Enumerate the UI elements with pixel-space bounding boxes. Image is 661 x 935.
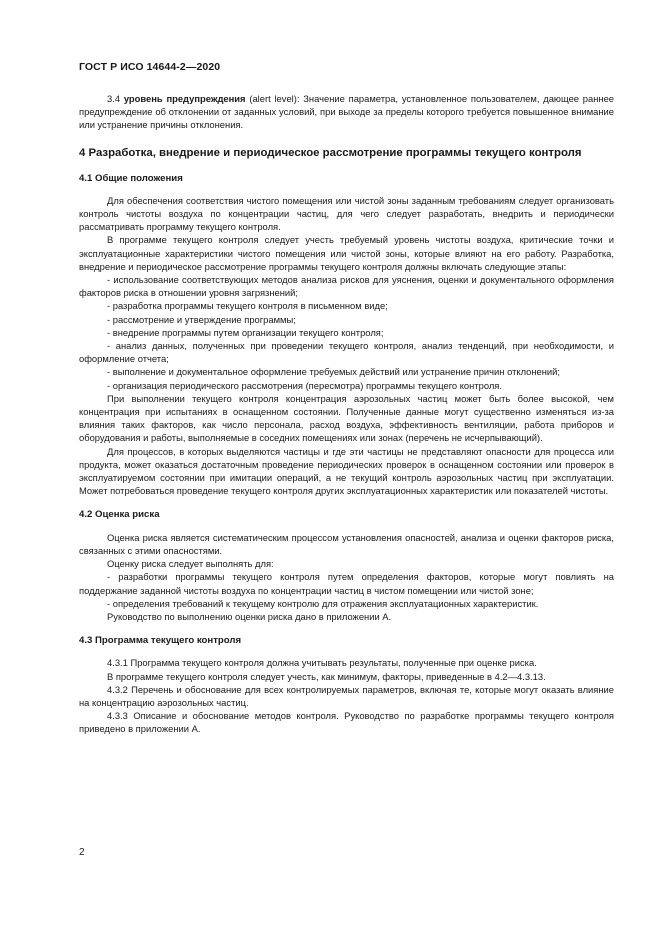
- definition-number: 3.4: [107, 93, 121, 104]
- paragraph: При выполнении текущего контроля концентрация аэрозольных частиц может быть более высокой, чем концентрация при испытаниях в оснащенном состоянии. Полученные данные могут существенно изменяться из-за влияния таких факторов, как число персонала, расход воздуха, эффективность вентиляции, работа приборов и оборудования и работы, выполняемые в соседних помещениях или зонах (перечень не исчерпывающий).: [79, 392, 614, 444]
- document-body: [79, 92, 614, 736]
- paragraph: Для обеспечения соответствия чистого помещения или чистой зоны заданным требованиям следует организовать контроль чистоты воздуха по концентрации частиц, для чего следует разработать, внедрить и периодически рассматривать программу текущего контроля.: [79, 194, 614, 233]
- paragraph: 4.3.2 Перечень и обоснование для всех контролируемых параметров, включая те, которые могут оказать влияние на концентрацию аэрозольных частиц.: [79, 683, 614, 708]
- section-4-2-title: 4.2 Оценка риска: [79, 509, 160, 521]
- document-header: ГОСТ Р ИСО 14644-2—2020: [79, 61, 221, 73]
- paragraph: Оценка риска является систематическим процессом установления опасностей, анализа и оценки факторов риска, связанных с этими опасностями.: [79, 531, 614, 556]
- list-item: - разработка программы текущего контроля в письменном виде;: [107, 300, 388, 312]
- definition-3-4: [79, 92, 614, 132]
- paragraph: 4.3.3 Описание и обоснование методов контроля. Руководство по разработке программы текущего контроля приведено в приложении А.: [79, 710, 614, 735]
- paragraph: В программе текущего контроля следует учесть, как минимум, факторы, приведенные в 4.2—4.3.13.: [107, 670, 546, 682]
- list-item: - анализ данных, полученных при проведении текущего контроля, анализ тенденций, при необходимости, и оформление отчета;: [79, 340, 614, 365]
- page-number: 2: [79, 847, 85, 858]
- list-item: - определения требований к текущему контролю для отражения эксплуатационных характеристик.: [107, 597, 539, 609]
- definition-term: уровень предупреждения: [123, 93, 246, 104]
- list-item: - использование соответствующих методов анализа рисков для уяснения, оценки и документального оформления факторов риска в отношении уровня загрязнений;: [79, 274, 614, 299]
- paragraph: Для процессов, в которых выделяются частицы и где эти частицы не представляют опасности для процесса или продукта, может оказаться достаточным проведение периодических проверок в оснащенном состоянии или проверок в эксплуатируемом состоянии при имитации операций, а не текущий контроль аэрозольных частиц при эксплуатации. Может потребоваться проведение текущего контроля других эксплуатационных характеристик или показателей чистоты.: [79, 445, 614, 497]
- list-item: - разработки программы текущего контроля путем определения факторов, которые могут повлиять на поддержание заданной чистоты воздуха по концентрации частиц в чистом помещении или чистой зоне;: [79, 571, 614, 596]
- list-item: - выполнение и документальное оформление требуемых действий или устранение причин отклонений;: [107, 366, 561, 378]
- section-4-3-title: 4.3 Программа текущего контроля: [79, 635, 242, 647]
- definition-text: (alert level): Значение параметра, установленное пользователем, дающее раннее предупреждение об отклонении от заданных условий, при выходе за пределы которого требуется повышенное внимание или устранение причины отклонения.: [79, 93, 614, 131]
- paragraph: 4.3.1 Программа текущего контроля должна учитывать результаты, полученные при оценке риска.: [107, 657, 537, 669]
- paragraph: В программе текущего контроля следует учесть требуемый уровень чистоты воздуха, критические точки и эксплуатационные характеристики чистого помещения или чистой зоны, которые влияют на его работу. Разработка, внедрение и периодическое рассмотрение программы текущего контроля должны включать следующие этапы:: [79, 234, 614, 272]
- list-item: - организация периодического рассмотрения (пересмотра) программы текущего контроля.: [107, 379, 502, 391]
- list-item: - рассмотрение и утверждение программы;: [107, 313, 296, 325]
- section-4-title: 4 Разработка, внедрение и периодическое рассмотрение программы текущего контроля: [79, 146, 582, 159]
- paragraph: Оценку риска следует выполнять для:: [107, 558, 274, 570]
- paragraph: Руководство по выполнению оценки риска дано в приложении А.: [107, 610, 392, 622]
- list-item: - внедрение программы путем организации текущего контроля;: [107, 326, 384, 338]
- section-4-1-title: 4.1 Общие положения: [79, 172, 183, 184]
